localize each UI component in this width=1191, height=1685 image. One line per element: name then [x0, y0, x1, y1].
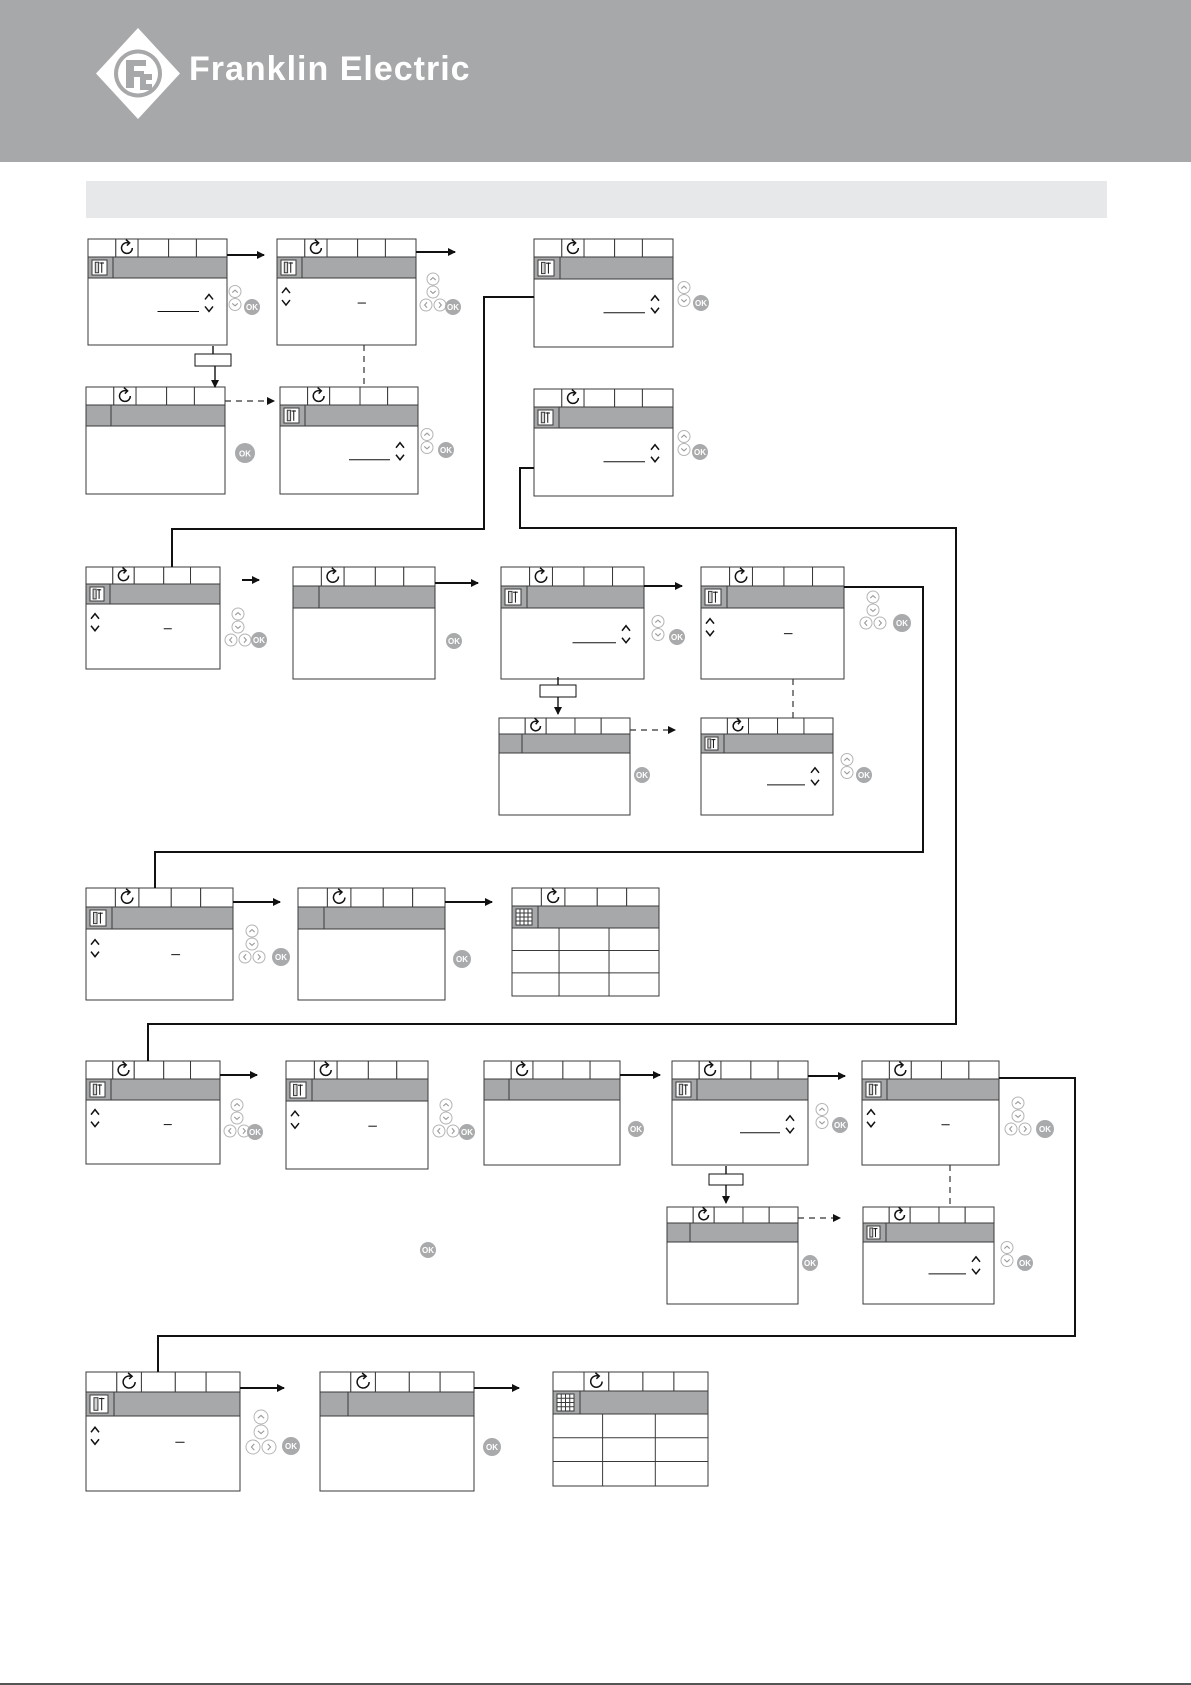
status-cell: [375, 1372, 409, 1392]
status-cell: [552, 567, 583, 586]
settings-icon: [505, 589, 521, 605]
status-cell: [512, 888, 541, 906]
up-button-icon: [421, 429, 433, 441]
display-screen: [553, 1372, 708, 1486]
screen-title-bar: [277, 257, 416, 278]
screen-title-bar: [512, 906, 659, 928]
status-cell: [175, 1372, 206, 1392]
status-cell: [308, 387, 330, 405]
status-cell: [499, 718, 525, 734]
display-screen: [672, 1061, 808, 1165]
status-cell: [563, 1061, 590, 1079]
ok-button: [802, 1255, 818, 1271]
up-button-icon: [841, 754, 853, 766]
right-button-icon: [434, 299, 446, 311]
screen-title-bar: [667, 1223, 798, 1242]
ok-button-label: OK: [461, 1127, 473, 1137]
display-screen: [320, 1372, 474, 1491]
screen-title-bar: [86, 1392, 240, 1416]
display-screen: [534, 239, 673, 347]
display-screen: [484, 1061, 620, 1165]
status-cell: [701, 718, 727, 734]
status-cell: [693, 1207, 714, 1223]
ok-button-label: OK: [275, 953, 287, 963]
ok-button: [445, 299, 461, 315]
settings-icon: [281, 260, 296, 275]
ok-button: [669, 629, 685, 645]
status-cell: [721, 1061, 751, 1079]
status-cell: [293, 567, 321, 586]
settings-icon: [92, 260, 107, 275]
screen-title-bar: [293, 586, 435, 608]
status-cell: [368, 1061, 396, 1079]
status-cell: [584, 239, 615, 257]
status-cell: [804, 718, 833, 734]
display-screen: [88, 239, 227, 345]
right-button-icon: [1019, 1123, 1031, 1135]
status-cell: [86, 567, 113, 584]
ok-button-label: OK: [694, 447, 706, 457]
status-cell: [642, 389, 673, 407]
screen-title-bar: [534, 407, 673, 428]
status-cell: [191, 567, 220, 584]
ok-button-label: OK: [253, 635, 265, 645]
status-cell: [749, 718, 778, 734]
ok-button: [244, 299, 260, 315]
ok-button-label: OK: [246, 302, 258, 312]
up-button-icon: [231, 1099, 243, 1111]
ok-button: [420, 1242, 436, 1258]
status-cell: [778, 1061, 808, 1079]
grid-icon: [557, 1394, 574, 1411]
status-cell: [286, 1061, 314, 1079]
status-cell: [613, 567, 644, 586]
display-screen: [293, 567, 435, 679]
left-button-icon: [1005, 1123, 1017, 1135]
ok-button: [1036, 1120, 1054, 1138]
right-button-icon: [447, 1125, 459, 1137]
status-cell: [575, 718, 601, 734]
screen-title-bar: [320, 1392, 474, 1416]
screen-title-bar: [534, 257, 673, 279]
screen-title-bar: [86, 584, 220, 604]
screen-title-bar: [553, 1391, 708, 1414]
screen-title-bar: [701, 586, 844, 608]
display-screen: [667, 1207, 798, 1304]
status-cell: [404, 567, 435, 586]
status-cell: [534, 239, 562, 257]
status-cell: [358, 239, 386, 257]
status-cell: [360, 387, 388, 405]
up-button-icon: [229, 286, 241, 298]
ok-button: [693, 295, 709, 311]
ok-button-label: OK: [486, 1443, 498, 1453]
status-cell: [397, 1061, 428, 1079]
status-cell: [584, 1372, 609, 1391]
up-button-icon: [678, 282, 690, 294]
settings-icon: [705, 737, 718, 750]
status-cell: [413, 888, 445, 907]
status-cell: [330, 387, 360, 405]
down-button-icon: [678, 444, 690, 456]
ok-button-label: OK: [440, 445, 452, 455]
right-button-icon: [262, 1440, 276, 1454]
status-cell: [114, 387, 136, 405]
status-cell: [351, 888, 383, 907]
display-screen: [298, 888, 445, 1000]
ok-button: [832, 1117, 848, 1133]
down-button-icon: [421, 442, 433, 454]
step-label-box: [195, 354, 231, 366]
down-button-icon: [254, 1425, 268, 1439]
ok-button: [453, 950, 471, 968]
status-cell: [562, 239, 584, 257]
down-button-icon: [232, 621, 244, 633]
status-cell: [298, 888, 327, 907]
status-cell: [86, 1061, 113, 1079]
settings-icon: [284, 408, 299, 423]
screen-title-bar: [862, 1079, 999, 1100]
status-cell: [727, 718, 748, 734]
status-cell: [136, 387, 167, 405]
status-cell: [863, 1207, 889, 1223]
display-screen: [512, 888, 659, 996]
status-cell: [584, 567, 613, 586]
up-button-icon: [232, 608, 244, 620]
status-cell: [484, 1061, 511, 1079]
status-cell: [138, 239, 169, 257]
settings-icon: [538, 260, 554, 276]
screen-title-bar: [298, 907, 445, 929]
up-button-icon: [1001, 1242, 1013, 1254]
status-cell: [643, 1372, 674, 1391]
status-cell: [743, 1207, 769, 1223]
status-cell: [813, 567, 844, 586]
right-button-icon: [874, 617, 886, 629]
ok-button-label: OK: [630, 1124, 642, 1134]
down-button-icon: [427, 286, 439, 298]
status-cell: [409, 1372, 440, 1392]
right-button-icon: [253, 951, 265, 963]
status-cell: [383, 888, 412, 907]
status-cell: [501, 567, 530, 586]
settings-icon: [705, 589, 721, 605]
left-button-icon: [246, 1440, 260, 1454]
status-cell: [784, 567, 813, 586]
status-cell: [533, 1061, 563, 1079]
ok-button: [628, 1121, 644, 1137]
status-cell: [164, 1061, 191, 1079]
display-screen: [862, 1061, 999, 1165]
ok-button-label: OK: [447, 302, 459, 312]
ok-button-label: OK: [422, 1245, 434, 1255]
screen-title-bar: [499, 734, 630, 753]
grid-icon: [516, 909, 532, 925]
status-cell: [862, 1061, 889, 1079]
down-button-icon: [231, 1112, 243, 1124]
ok-button-label: OK: [695, 298, 707, 308]
up-button-icon: [440, 1099, 452, 1111]
status-cell: [191, 1061, 220, 1079]
status-cell: [584, 389, 615, 407]
screen-title-bar: [863, 1223, 994, 1242]
display-screen: [499, 718, 630, 815]
screen-title-bar: [88, 257, 227, 278]
status-cell: [701, 567, 730, 586]
status-cell: [615, 389, 643, 407]
display-screen: [501, 567, 644, 679]
display-screen: [701, 718, 833, 815]
status-cell: [541, 888, 565, 906]
up-button-icon: [1012, 1097, 1024, 1109]
status-cell: [134, 1061, 163, 1079]
ok-button: [483, 1438, 501, 1456]
status-cell: [889, 1061, 911, 1079]
ok-button-label: OK: [239, 449, 251, 459]
status-cell: [714, 1207, 743, 1223]
ok-button: [235, 443, 255, 463]
status-cell: [530, 567, 553, 586]
screen-title-bar: [672, 1079, 808, 1100]
display-screen: [86, 567, 220, 669]
status-cell: [388, 387, 418, 405]
ok-button-label: OK: [671, 632, 683, 642]
down-button-icon: [1001, 1255, 1013, 1267]
brand-name: Franklin Electric: [189, 50, 471, 88]
status-cell: [196, 239, 227, 257]
status-cell: [164, 567, 191, 584]
ok-button: [856, 767, 872, 783]
status-cell: [597, 888, 626, 906]
left-button-icon: [420, 299, 432, 311]
display-screen: [86, 1061, 220, 1164]
status-cell: [171, 888, 200, 907]
ok-button-label: OK: [1039, 1125, 1051, 1135]
status-cell: [615, 239, 643, 257]
display-screen: [701, 567, 844, 679]
down-button-icon: [246, 938, 258, 950]
status-cell: [117, 1372, 142, 1392]
down-button-icon: [867, 604, 879, 616]
status-cell: [769, 1207, 798, 1223]
status-cell: [667, 1207, 693, 1223]
status-cell: [525, 718, 546, 734]
status-cell: [86, 888, 115, 907]
settings-icon: [676, 1082, 691, 1097]
status-cell: [88, 239, 116, 257]
ok-button-label: OK: [636, 770, 648, 780]
status-cell: [609, 1372, 643, 1391]
ok-button-label: OK: [858, 770, 870, 780]
ok-button-label: OK: [285, 1442, 297, 1452]
up-button-icon: [427, 273, 439, 285]
status-cell: [910, 1207, 939, 1223]
status-cell: [320, 1372, 351, 1392]
status-cell: [546, 718, 575, 734]
settings-icon: [90, 1395, 108, 1413]
ok-button-label: OK: [896, 619, 908, 629]
status-cell: [511, 1061, 533, 1079]
ok-button-label: OK: [804, 1258, 816, 1268]
status-cell: [327, 239, 358, 257]
status-cell: [280, 387, 308, 405]
ok-button: [634, 767, 650, 783]
display-screen: [534, 389, 673, 496]
settings-icon: [90, 587, 104, 601]
status-cell: [534, 389, 562, 407]
status-cell: [699, 1061, 721, 1079]
down-button-icon: [678, 295, 690, 307]
ok-button-label: OK: [1019, 1258, 1031, 1268]
settings-icon: [866, 1082, 881, 1097]
step-label-box: [709, 1174, 743, 1185]
status-cell: [965, 1207, 994, 1223]
ok-button: [247, 1124, 263, 1140]
down-button-icon: [816, 1117, 828, 1129]
screen-title-bar: [86, 1079, 220, 1100]
status-cell: [167, 387, 195, 405]
display-screen: [280, 387, 418, 494]
status-cell: [305, 239, 327, 257]
status-cell: [194, 387, 225, 405]
display-screen: [286, 1061, 428, 1169]
ok-button-label: OK: [448, 636, 460, 646]
down-button-icon: [841, 767, 853, 779]
status-cell: [752, 567, 783, 586]
status-cell: [751, 1061, 778, 1079]
settings-icon: [90, 910, 106, 926]
down-button-icon: [229, 299, 241, 311]
status-cell: [674, 1372, 708, 1391]
screen-title-bar: [484, 1079, 620, 1100]
display-screen: [277, 239, 416, 345]
screen-title-bar: [280, 405, 418, 426]
up-button-icon: [678, 431, 690, 443]
left-button-icon: [225, 634, 237, 646]
up-button-icon: [254, 1410, 268, 1424]
status-cell: [327, 888, 351, 907]
down-button-icon: [1012, 1110, 1024, 1122]
ok-button-label: OK: [456, 955, 468, 965]
status-cell: [375, 567, 403, 586]
screen-title-bar: [286, 1079, 428, 1101]
ok-button: [692, 444, 708, 460]
settings-icon: [538, 410, 553, 425]
status-cell: [385, 239, 416, 257]
status-cell: [562, 389, 584, 407]
status-cell: [601, 718, 630, 734]
down-button-icon: [440, 1112, 452, 1124]
status-cell: [314, 1061, 337, 1079]
status-cell: [115, 888, 139, 907]
up-button-icon: [652, 616, 664, 628]
left-button-icon: [860, 617, 872, 629]
screen-title-bar: [701, 734, 833, 753]
display-screen: [863, 1207, 994, 1304]
status-cell: [730, 567, 753, 586]
status-cell: [86, 1372, 117, 1392]
status-cell: [201, 888, 233, 907]
display-screen: [86, 888, 233, 1000]
ok-button: [459, 1124, 475, 1140]
ok-button: [1017, 1255, 1033, 1271]
left-button-icon: [239, 951, 251, 963]
status-cell: [113, 567, 134, 584]
screen-title-bar: [86, 907, 233, 929]
status-cell: [553, 1372, 584, 1391]
status-cell: [169, 239, 197, 257]
status-cell: [139, 888, 171, 907]
status-cell: [672, 1061, 699, 1079]
status-cell: [440, 1372, 474, 1392]
status-cell: [277, 239, 305, 257]
status-cell: [116, 239, 138, 257]
status-cell: [86, 387, 114, 405]
left-button-icon: [433, 1125, 445, 1137]
settings-icon: [90, 1082, 105, 1097]
status-cell: [141, 1372, 175, 1392]
status-cell: [911, 1061, 941, 1079]
status-cell: [590, 1061, 620, 1079]
ok-button-label: OK: [249, 1127, 261, 1137]
status-cell: [939, 1207, 965, 1223]
ok-button: [251, 632, 267, 648]
status-cell: [778, 718, 804, 734]
status-cell: [889, 1207, 910, 1223]
down-button-icon: [652, 629, 664, 641]
display-screen: [86, 1372, 240, 1491]
ok-button: [282, 1437, 300, 1455]
status-cell: [565, 888, 597, 906]
up-button-icon: [246, 925, 258, 937]
ok-button: [446, 633, 462, 649]
status-cell: [337, 1061, 368, 1079]
up-button-icon: [816, 1104, 828, 1116]
right-button-icon: [239, 634, 251, 646]
ok-button: [272, 948, 290, 966]
status-cell: [969, 1061, 999, 1079]
status-cell: [134, 567, 163, 584]
status-cell: [351, 1372, 376, 1392]
ok-button-label: OK: [834, 1120, 846, 1130]
settings-icon: [867, 1226, 880, 1239]
status-cell: [627, 888, 659, 906]
status-cell: [642, 239, 673, 257]
status-cell: [321, 567, 344, 586]
status-cell: [344, 567, 375, 586]
up-button-icon: [867, 591, 879, 603]
display-screen: [86, 387, 225, 494]
ok-button: [893, 614, 911, 632]
step-label-box: [540, 685, 576, 697]
left-button-icon: [224, 1125, 236, 1137]
status-cell: [941, 1061, 968, 1079]
screen-title-bar: [86, 405, 225, 426]
screen-title-bar: [501, 586, 644, 608]
status-cell: [206, 1372, 240, 1392]
ok-button: [438, 442, 454, 458]
settings-icon: [290, 1082, 306, 1098]
status-cell: [113, 1061, 134, 1079]
